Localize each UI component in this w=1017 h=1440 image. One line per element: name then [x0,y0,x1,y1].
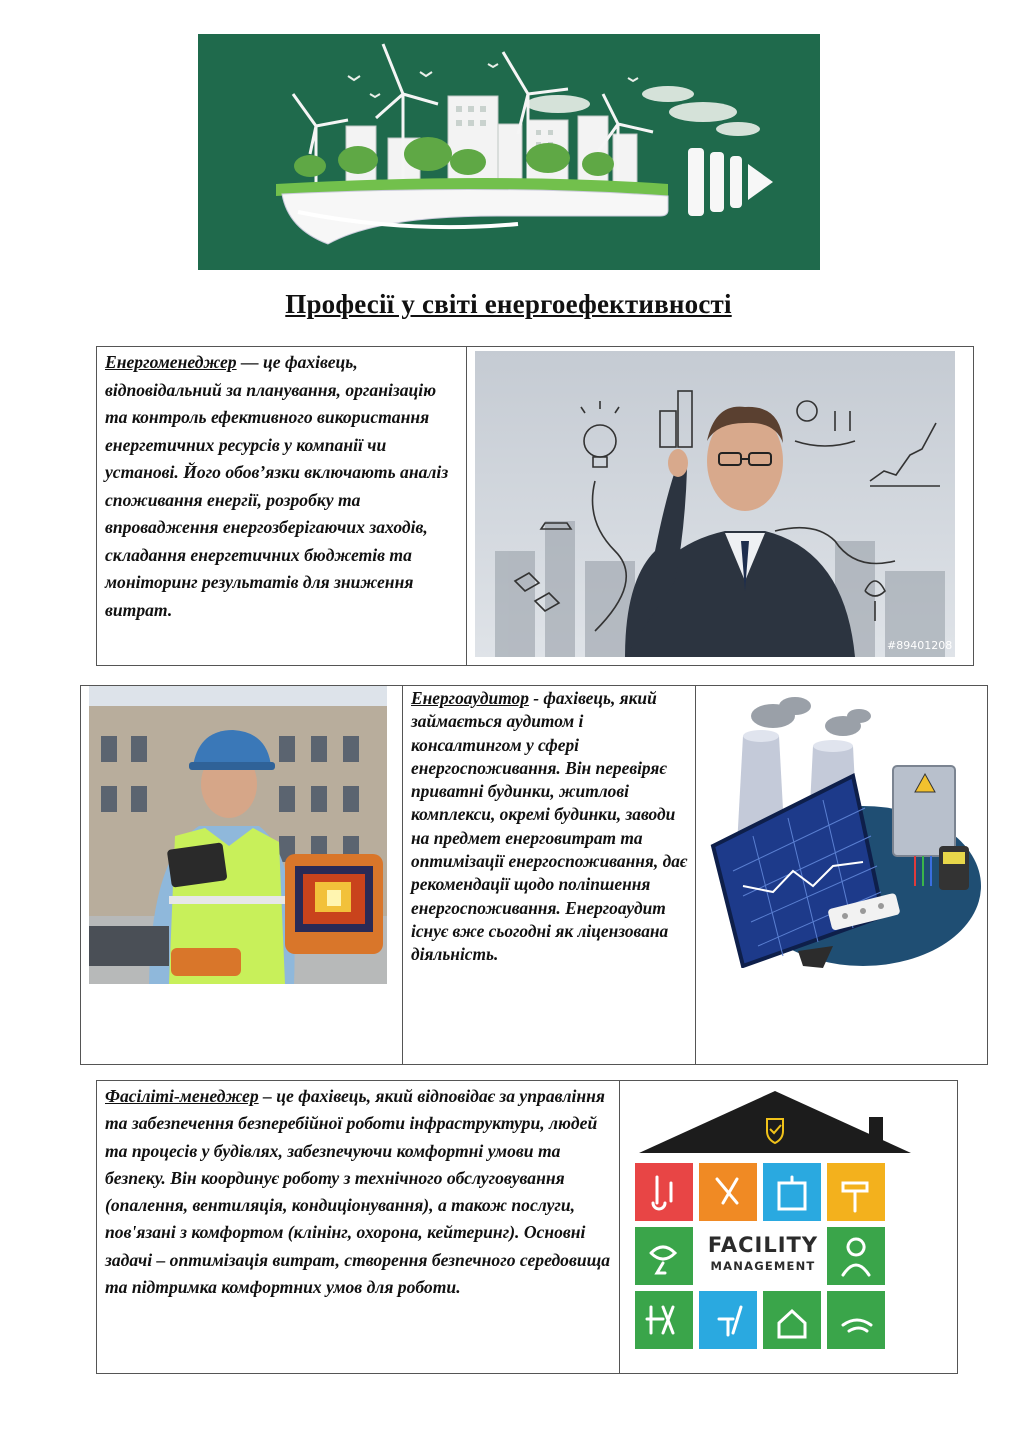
energy-auditor-description [411,687,691,967]
energy-auditor-photo [89,686,387,984]
page-title: Професії у світі енергоефективності [285,289,732,319]
energy-manager-text: — це фахівець, відповідальний за планування, організацію та контроль ефективного використання енергетичних ресурсів у компанії чи установі. Його обов’язки включають аналіз споживання енергії, розробку та впровадження енергозберігаючих заходів, складання енергетичних бюджетів та моніторинг результатів для зниження витрат. [105,352,449,620]
facility-manager-term: Фасіліті-менеджер [105,1086,259,1106]
logo-text-facility: FACILITY [707,1233,819,1257]
energy-manager-image [475,351,955,657]
energy-manager-term: Енергоменеджер [105,352,237,372]
image-stock-id: #89401208 [887,639,953,652]
section-energy-manager [96,346,974,666]
energy-manager-description [105,349,461,624]
section-energy-auditor [80,685,988,1065]
energy-auditor-text: - фахівець, який займається аудитом і консалтингом у сфері енергоспоживання. Він перевіряє приватні будинки, житлові комплекси, окремі будинки, заводи на предмет енерговитрат та оптимізації енергоспоживання, дає рекомендації щодо поліпшення енергоспоживання. Енергоаудит існує вже сьогодні як ліцензована діяльність. [411,688,688,965]
energy-auditor-term: Енергоаудитор [411,688,529,708]
facility-management-logo [629,1087,951,1367]
section-facility-manager [96,1080,958,1374]
facility-manager-text: – це фахівець, який відповідає за управління та забезпечення безперебійної роботи інфраструктури, людей та процесів у будівлях, забезпечуючи комфортні умови та безпеку. Він координує роботу з технічного обслуговування (опалення, вентиляція, кондиціонування), а також послуги, пов'язані з комфортом (клінінг, охорона, кейтеринг). Основні задачі – оптимізація витрат, створення безпечного середовища та підтримка комфортних умов для роботи. [105,1086,611,1298]
facility-manager-description [105,1083,615,1301]
energy-auditor-illustration [703,696,985,968]
header-banner-image [198,34,820,270]
logo-text-management: MANAGEMENT [710,1259,816,1273]
